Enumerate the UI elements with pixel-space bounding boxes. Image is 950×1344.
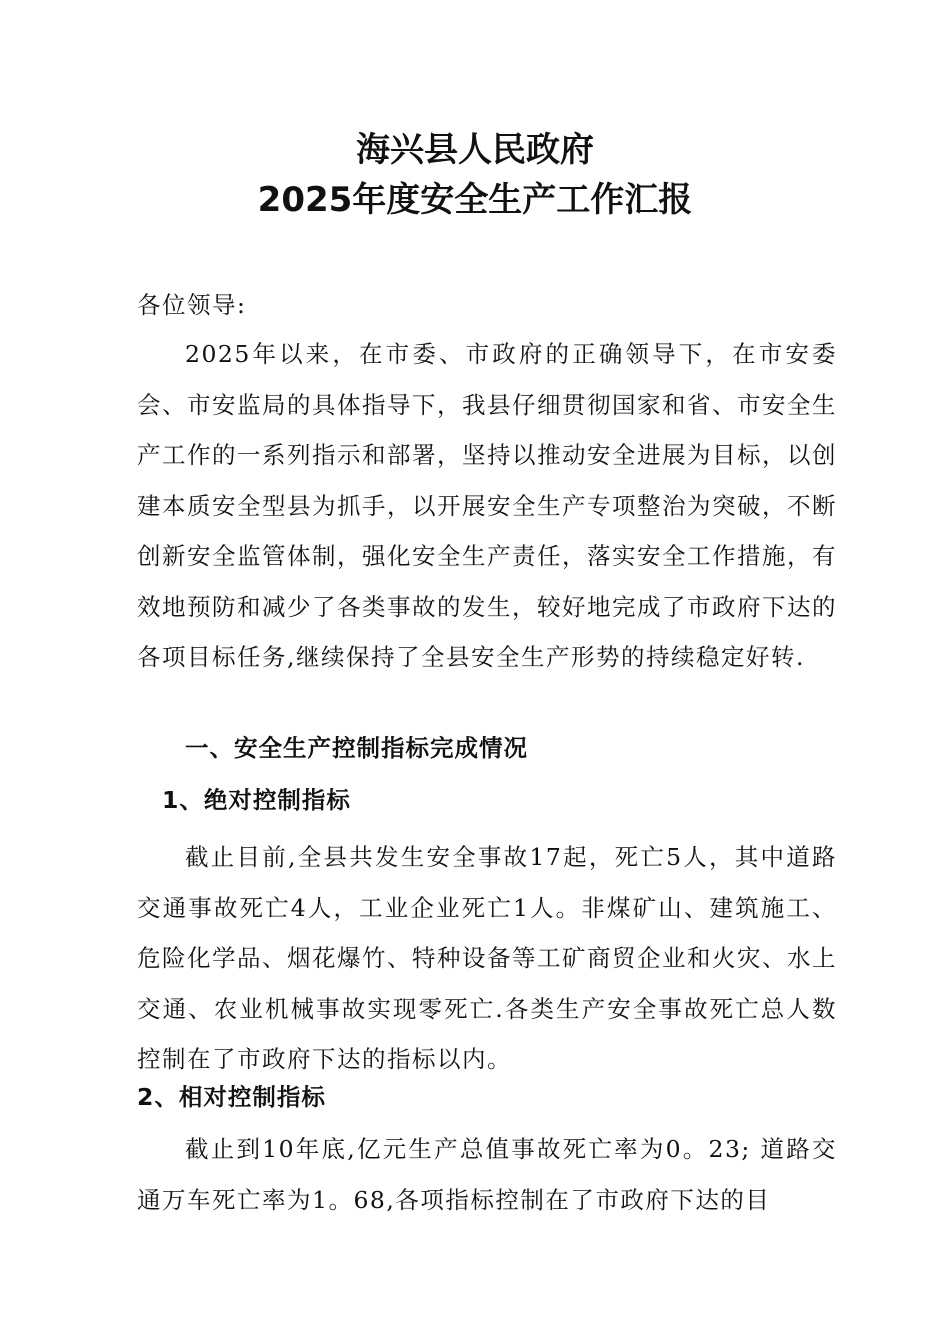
document-title-line2: 2025年度安全生产工作汇报	[257, 180, 693, 220]
subsection-heading-absolute-indicators: 1、绝对控制指标	[162, 786, 351, 814]
intro-paragraph: 2025年以来，在市委、市政府的正确领导下，在市安委会、市安监局的具体指导下，我县仔细贯彻国家和省、市安全生产工作的一系列指示和部署，坚持以推动安全进展为目标，以创建本质安全型县为抓手，以开展安全生产专项整治为突破，不断创新安全监管体制，强化安全生产责任，落实安全工作措施，有效地预防和减少了各类事故的发生，较好地完成了市政府下达的各项目标任务,继续保持了全县安全生产形势的持续稳定好转.	[137, 340, 837, 671]
section-heading: 一、安全生产控制指标完成情况	[185, 734, 528, 762]
document-title-line1: 海兴县人民政府	[356, 130, 594, 170]
salutation: 各位领导:	[137, 291, 247, 319]
absolute-indicators-paragraph: 截止目前,全县共发生安全事故17起，死亡5人，其中道路交通事故死亡4人，工业企业死亡1人。非煤矿山、建筑施工、危险化学品、烟花爆竹、特种设备等工矿商贸企业和火灾、水上交通、农业机械事故实现零死亡.各类生产安全事故死亡总人数控制在了市政府下达的指标以内。	[137, 843, 837, 1073]
subsection-heading-relative-indicators: 2、相对控制指标	[137, 1083, 326, 1111]
relative-indicators-paragraph: 截止到10年底,亿元生产总值事故死亡率为0。23; 道路交通万车死亡率为1。68,各项指标控制在了市政府下达的目	[137, 1135, 837, 1214]
